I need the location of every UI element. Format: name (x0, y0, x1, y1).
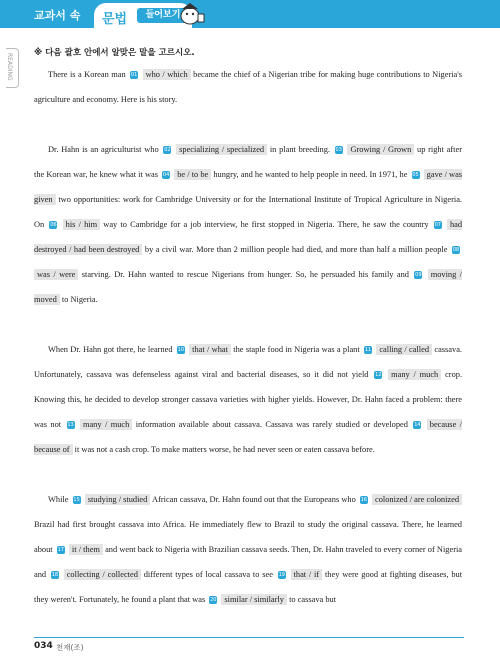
mascot-icon (168, 0, 208, 28)
question-number-badge: 09 (415, 272, 422, 279)
passage-text: two opportunities: work for Cambridge University or for the International Institute of Tropical Agriculture in Nigeria. On (34, 195, 463, 229)
question-number-badge: 18 (51, 572, 59, 579)
question-number-badge: 11 (364, 347, 372, 354)
question-number-badge: 19 (278, 572, 285, 579)
question-number-badge: 06 (50, 222, 57, 229)
reading-side-tab (6, 48, 19, 88)
footer-rule (34, 637, 464, 638)
passage-text: There is a Korean man (48, 70, 126, 79)
answer-choice-box[interactable]: studying / studied (85, 494, 151, 505)
question-number-badge: 15 (73, 497, 80, 504)
passage-text: by a civil war. More than 2 million people had died, and more than half a million people (144, 245, 448, 254)
answer-choice-box[interactable]: moving / moved (34, 270, 463, 304)
publisher-label: 천재(조) (56, 643, 84, 652)
question-number-badge: 14 (414, 422, 421, 429)
question-number-badge: 16 (360, 497, 368, 504)
passage-text: hungry, and he wanted to help people in need. In 1971, he (213, 170, 408, 179)
question-number-badge: 03 (335, 147, 342, 154)
paragraph (34, 337, 462, 462)
question-number-badge: 02 (164, 147, 171, 154)
answer-choice-box[interactable]: calling / called (376, 344, 432, 355)
answer-choice-box[interactable]: collecting / collected (64, 569, 141, 580)
answer-choice-box[interactable]: many / much (388, 369, 441, 380)
question-number-badge: 10 (177, 347, 185, 354)
question-number-badge: 01 (130, 72, 138, 79)
paragraph (34, 487, 462, 612)
passage-text: up right after the Korean war, he knew what it was (34, 145, 463, 179)
passage-text: When Dr. Hahn got there, he learned (48, 345, 173, 354)
question-number-badge: 05 (412, 172, 419, 179)
passage-text: Brazil had first brought cassava into Africa. He immediately flew to Brazil to study the original cassava. There, he learned about (34, 520, 462, 554)
reading-side-label: READING (6, 53, 13, 81)
passage (34, 62, 462, 612)
passage-text: information available about cassava. Cassava was rarely studied or developed (135, 420, 408, 429)
header-title: 교과서 속 (34, 9, 81, 22)
passage-text: starving. Dr. Hahn wanted to rescue Nigerians from hunger. So, he persuaded his family and (81, 270, 409, 279)
answer-choice-box[interactable]: who / which (143, 69, 191, 80)
question-number-badge: 20 (210, 597, 217, 604)
passage-text: became the chief of a Nigerian tribe for making huge contributions to Nigeria's agriculture and economy. Here is his story. (34, 70, 463, 104)
answer-choice-box[interactable]: had destroyed / had been destroyed (34, 220, 463, 254)
passage-text: the staple food in Nigeria was a plant (233, 345, 360, 354)
answer-choice-box[interactable]: many / much (80, 419, 132, 430)
question-number-badge: 07 (434, 222, 441, 229)
question-number-badge: 17 (57, 547, 64, 554)
passage-text: in plant breeding. (269, 145, 330, 154)
paragraph (34, 137, 462, 312)
passage-text: and went back to Nigeria with Brazilian cassava seeds. Then, Dr. Hahn traveled to every corner of Nigeria and (34, 545, 463, 579)
instruction-text: ※ 다음 괄호 안에서 알맞은 말을 고르시오. (34, 48, 195, 58)
header-bar (0, 0, 500, 28)
passage-text: Dr. Hahn is an agriculturist who (48, 145, 159, 154)
answer-choice-box[interactable]: his / him (63, 219, 100, 230)
passage-text: way to Cambridge for a job interview, he first stopped in Nigeria. There, he saw the country (103, 220, 429, 229)
question-number-badge: 13 (67, 422, 74, 429)
answer-choice-box[interactable]: that / what (189, 344, 231, 355)
passage-text: While (48, 495, 69, 504)
answer-choice-box[interactable]: it / them (69, 544, 103, 555)
answer-choice-box[interactable]: because / because of (34, 420, 463, 454)
passage-text: different types of local cassava to see (143, 570, 273, 579)
answer-choice-box[interactable]: colonized / are colonized (372, 494, 462, 505)
answer-choice-box[interactable]: specializing / specialized (176, 144, 267, 155)
answer-choice-box[interactable]: similar / similarly (221, 594, 287, 605)
passage-text: to cassava but (289, 595, 337, 604)
page-number: 034 (34, 641, 53, 651)
answer-choice-box[interactable]: be / to be (174, 169, 211, 180)
passage-text: crop. Knowing this, he decided to develop stronger cassava varieties with higher yields. However, Dr. Hahn faced a problem: there was not (34, 370, 463, 429)
header-tab-main: 문법 (102, 12, 128, 27)
answer-choice-box[interactable]: was / were (34, 269, 78, 280)
question-number-badge: 12 (375, 372, 382, 379)
passage-text: it was not a cash crop. To make matters worse, he had never seen or eaten cassava before. (74, 445, 375, 454)
passage-text: to Nigeria. (61, 295, 98, 304)
passage-text: cassava. Unfortunately, cassava was defenseless against viral and bacterial diseases, so it did not yield (34, 345, 463, 379)
paragraph (34, 62, 462, 112)
passage-text: they were good at fighting diseases, but they weren't. Fortunately, he found a plant that was (34, 570, 463, 604)
question-number-badge: 04 (162, 172, 170, 179)
answer-choice-box[interactable]: gave / was given (34, 170, 463, 204)
question-number-badge: 08 (452, 247, 460, 254)
answer-choice-box[interactable]: Growing / Grown (347, 144, 414, 155)
passage-text: African cassava, Dr. Hahn found out that the Europeans who (152, 495, 356, 504)
answer-choice-box[interactable]: that / if (291, 569, 323, 580)
header-tab-sub: 들어보기 (137, 8, 189, 23)
